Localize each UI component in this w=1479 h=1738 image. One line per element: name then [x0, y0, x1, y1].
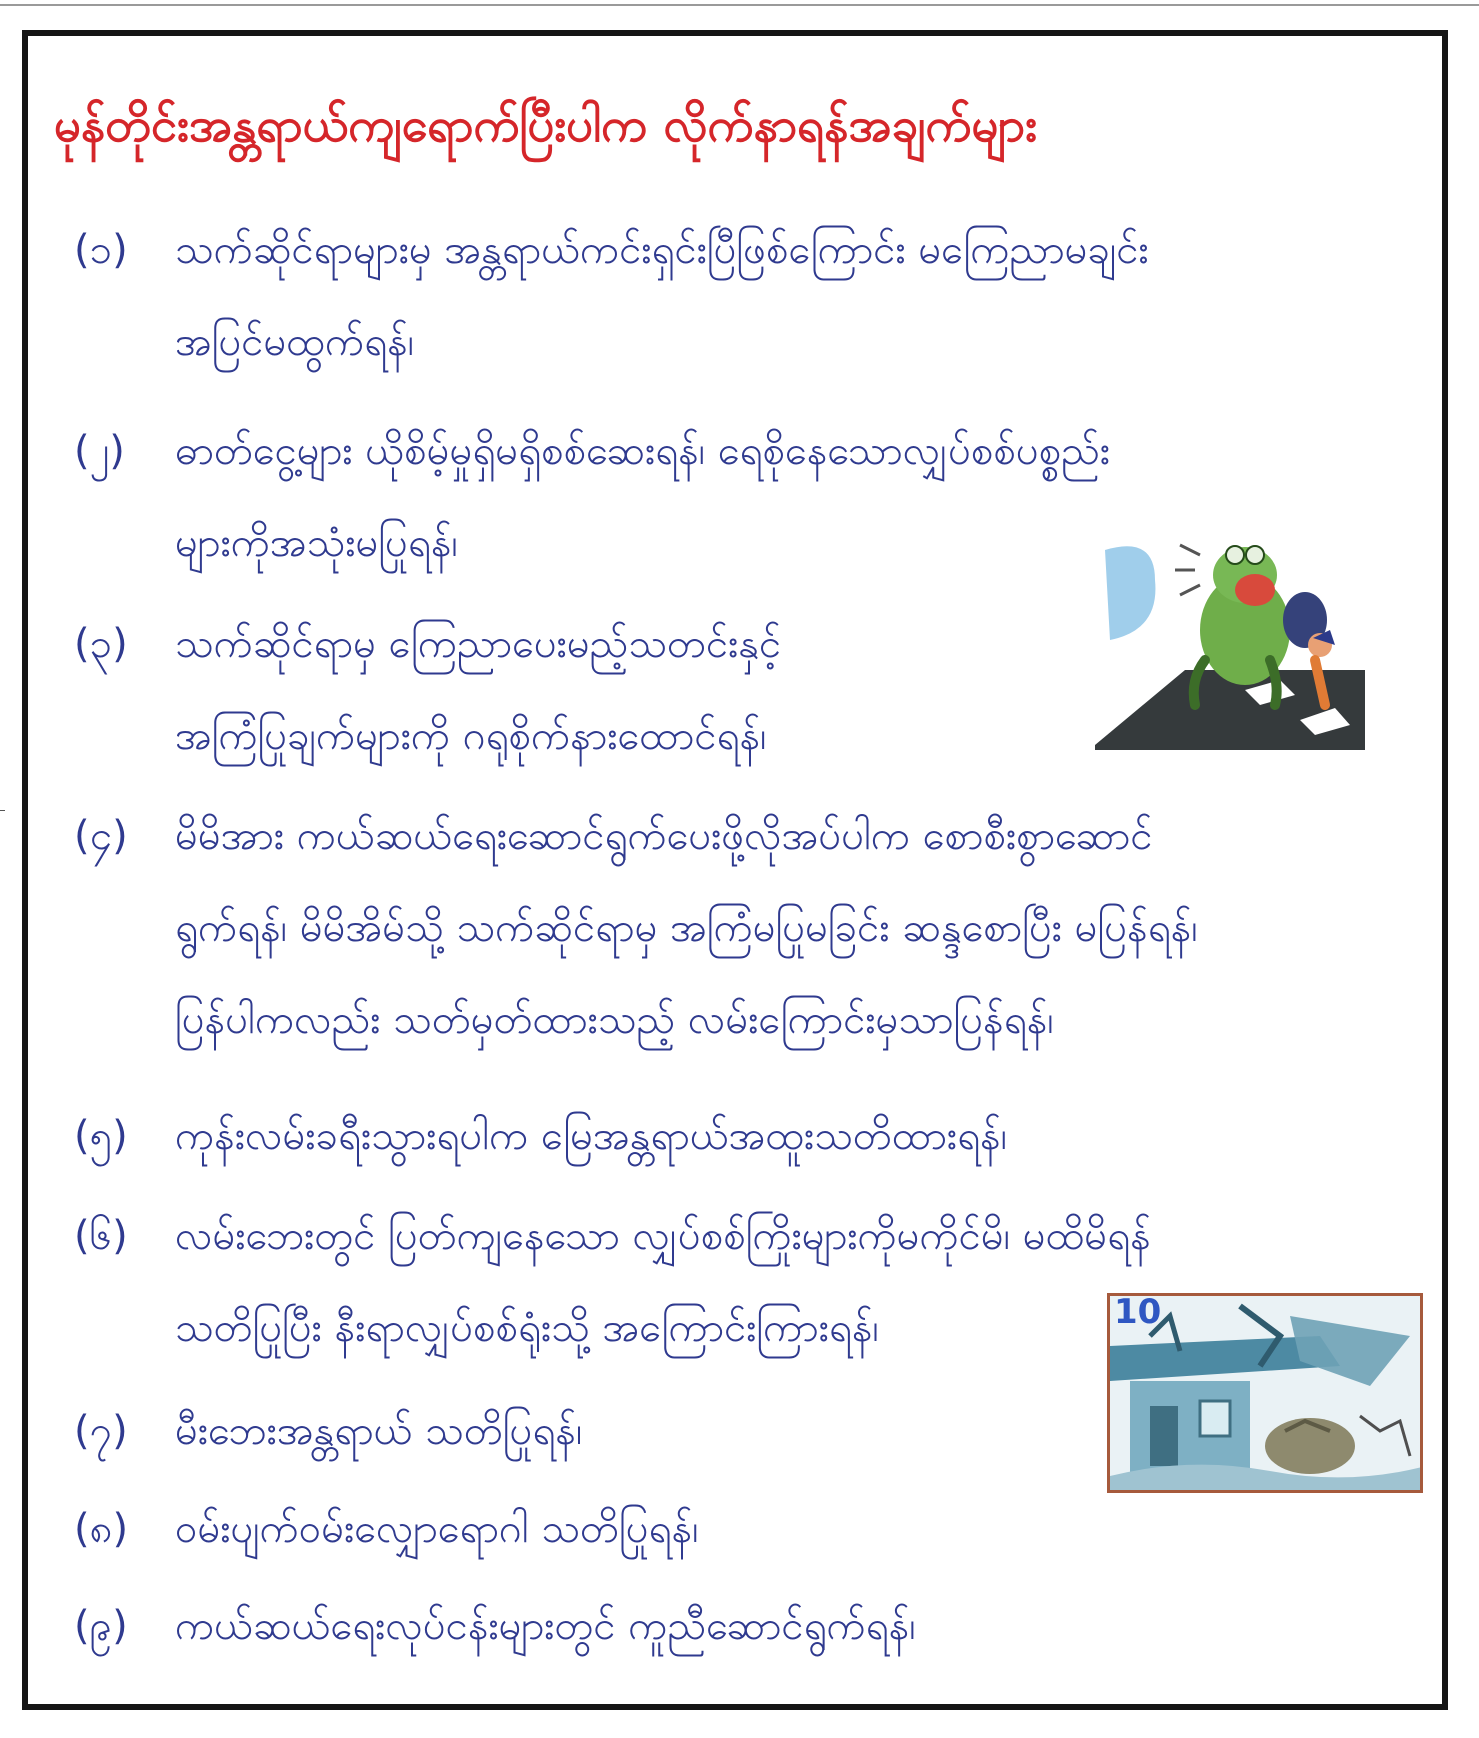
item-number: (၇) [74, 1408, 128, 1454]
item-number: (၆) [74, 1213, 128, 1259]
item-line: ကယ်ဆယ်ရေးလုပ်ငန်းများတွင် ကူညီဆောင်ရွက်ရန်၊ [175, 1603, 916, 1649]
item-text [175, 790, 1198, 1066]
item-line: ဓာတ်ငွေ့များ ယိုစိမ့်မှုရှိမရှိစစ်ဆေးရန်၊ ရေစိုနေသောလျှပ်စစ်ပစ္စည်း [175, 428, 1111, 474]
item-text [175, 598, 781, 782]
page-title: မုန်တိုင်းအန္တရာယ်ကျရောက်ပြီးပါက လိုက်နာရန်အချက်များ [54, 98, 1038, 153]
illustration-badge: 10 [1114, 1293, 1162, 1332]
item-line: ဝမ်းပျက်ဝမ်းလျှောရောဂါ သတိပြုရန်၊ [175, 1506, 699, 1552]
item-line: ကုန်းလမ်းခရီးသွားရပါက မြေအန္တရာယ်အထူးသတိထားရန်၊ [175, 1113, 1008, 1159]
item-line: ပြန်ပါကလည်း သတ်မှတ်ထားသည့် လမ်းကြောင်းမှသာပြန်ရန်၊ [175, 997, 1054, 1043]
item-line: သတိပြုပြီး နီးရာလျှပ်စစ်ရုံးသို့ အကြောင်းကြားရန်၊ [175, 1305, 879, 1351]
item-text [175, 1190, 1151, 1374]
flood-illustration [1107, 1293, 1423, 1493]
item-number: (၃) [74, 621, 128, 667]
top-rule [0, 4, 1479, 6]
item-line: အကြံပြုချက်များကို ဂရုစိုက်နားထောင်ရန်၊ [175, 713, 767, 759]
flood-scene [1110, 1296, 1423, 1493]
item-text [175, 1385, 582, 1477]
item-text [175, 1580, 916, 1672]
item-number: (၄) [74, 813, 128, 859]
item-line: များကိုအသုံးမပြုရန်၊ [175, 520, 458, 566]
item-line: မီးဘေးအန္တရာယ် သတိပြုရန်၊ [175, 1408, 583, 1454]
item-number: (၂) [74, 428, 125, 474]
item-line: လမ်းဘေးတွင် ပြတ်ကျနေသော လျှပ်စစ်ကြိုးများကိုမကိုင်မိ၊ မထိမိရန် [175, 1213, 1151, 1259]
item-line: သက်ဆိုင်ရာမှ ကြေညာပေးမည့်သတင်းနှင့် [175, 621, 782, 667]
item-line: ရွက်ရန်၊ မိမိအိမ်သို့ သက်ဆိုင်ရာမှ အကြံမပြုမခြင်း ဆန္ဒစောပြီး မပြန်ရန်၊ [175, 905, 1198, 951]
item-number: (၉) [74, 1603, 128, 1649]
item-text [175, 1483, 699, 1575]
item-line: မိမိအား ကယ်ဆယ်ရေးဆောင်ရွက်ပေးဖို့လိုအပ်ပါက စောစီးစွာဆောင် [175, 813, 1153, 859]
item-number: (၅) [74, 1113, 128, 1159]
item-line: သက်ဆိုင်ရာများမှ အန္တရာယ်ကင်းရှင်းပြီဖြစ်ကြောင်း မကြေညာမချင်း [175, 227, 1149, 273]
item-text [175, 405, 1110, 589]
item-text [175, 204, 1149, 388]
item-number: (၁) [74, 227, 128, 273]
storm-monster-illustration [1095, 520, 1365, 750]
side-mark [0, 810, 5, 811]
item-line: အပြင်မထွက်ရန်၊ [175, 319, 415, 365]
item-text [175, 1090, 1007, 1182]
item-number: (၈) [74, 1506, 129, 1552]
